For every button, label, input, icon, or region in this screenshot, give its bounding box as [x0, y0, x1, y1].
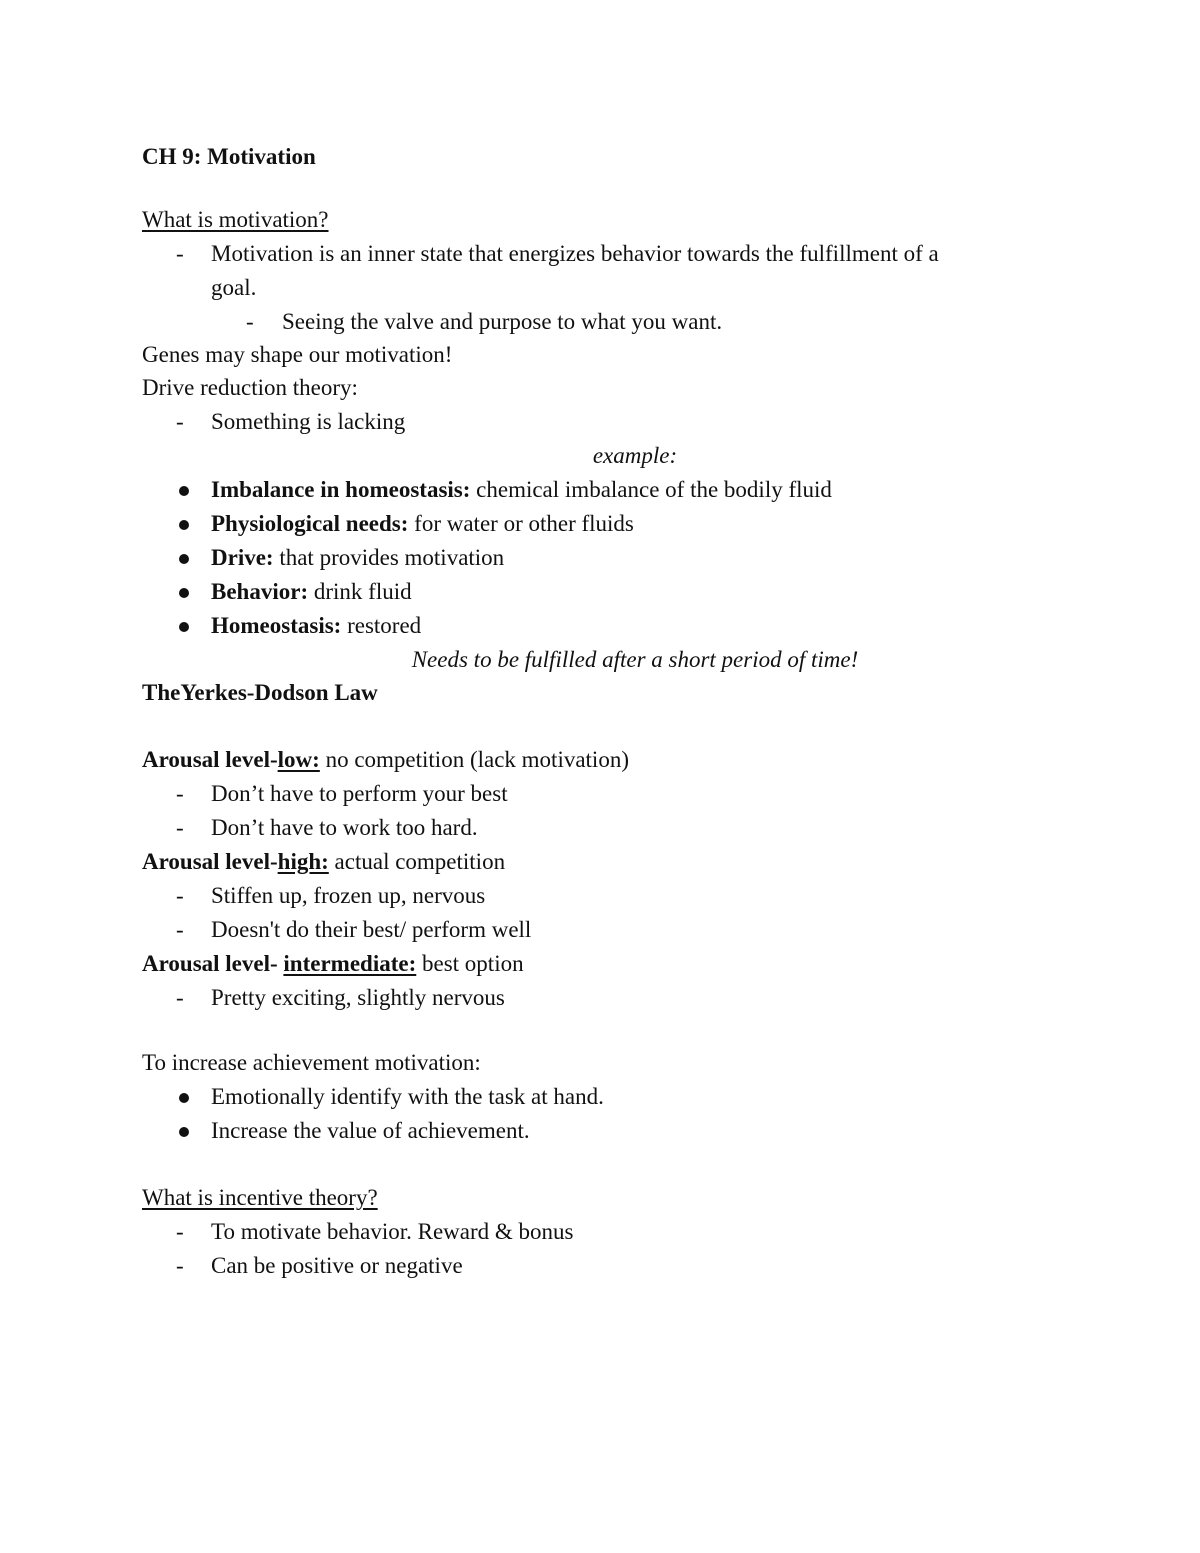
bullet-label: Imbalance in homeostasis: [211, 477, 471, 502]
arousal-level-high: high: [277, 849, 329, 874]
dash-marker: - [176, 241, 184, 266]
low-point: Don’t have to work too hard. [211, 815, 478, 840]
dash-marker: - [176, 1253, 184, 1278]
dash-marker: - [176, 815, 184, 840]
bullet-text: restored [341, 613, 422, 638]
drive-point: Something is lacking [211, 409, 406, 434]
high-point: Doesn't do their best/ perform well [211, 917, 532, 942]
bullet-label: Behavior: [211, 579, 309, 604]
arousal-prefix: Arousal level- [142, 747, 278, 772]
yerkes-dodson-heading: TheYerkes-Dodson Law [142, 680, 378, 705]
list-item [211, 611, 421, 641]
fulfilment-note: Needs to be fulfilled after a short period of time! [411, 647, 859, 672]
dash-marker: - [176, 917, 184, 942]
arousal-desc: best option [416, 951, 524, 976]
intermediate-point: Pretty exciting, slightly nervous [211, 985, 505, 1010]
arousal-low-line [142, 745, 629, 775]
list-item [211, 543, 504, 573]
arousal-desc: actual competition [328, 849, 506, 874]
bullet-icon [179, 486, 189, 496]
genes-note: Genes may shape our motivation! [142, 342, 453, 367]
motivation-definition-line-2: goal. [211, 275, 257, 300]
low-point: Don’t have to perform your best [211, 781, 508, 806]
drive-heading: Drive reduction theory: [142, 375, 358, 400]
list-item [211, 577, 412, 607]
list-item [211, 509, 634, 539]
dash-marker: - [176, 781, 184, 806]
dash-marker: - [246, 309, 254, 334]
bullet-icon [179, 1093, 189, 1103]
incentive-point: Can be positive or negative [211, 1253, 463, 1278]
arousal-desc: no competition (lack motivation) [319, 747, 629, 772]
arousal-intermediate-line [142, 949, 524, 979]
incentive-heading: What is incentive theory? [142, 1185, 378, 1210]
bullet-text: for water or other fluids [408, 511, 634, 536]
motivation-subpoint: Seeing the valve and purpose to what you want. [282, 309, 723, 334]
achievement-item: Increase the value of achievement. [211, 1118, 530, 1143]
arousal-high-line [142, 847, 505, 877]
bullet-label: Drive: [211, 545, 274, 570]
motivation-definition-line-1: Motivation is an inner state that energizes behavior towards the fulfillment of a [211, 241, 939, 266]
bullet-label: Homeostasis: [211, 613, 342, 638]
example-label: example: [592, 443, 678, 468]
dash-marker: - [176, 985, 184, 1010]
dash-marker: - [176, 409, 184, 434]
arousal-prefix: Arousal level- [142, 951, 284, 976]
bullet-icon [179, 622, 189, 632]
bullet-label: Physiological needs: [211, 511, 409, 536]
arousal-level-low: low: [277, 747, 320, 772]
list-item [211, 475, 832, 505]
incentive-point: To motivate behavior. Reward & bonus [211, 1219, 574, 1244]
bullet-text: drink fluid [308, 579, 412, 604]
arousal-prefix: Arousal level- [142, 849, 278, 874]
bullet-text: that provides motivation [273, 545, 505, 570]
achievement-item: Emotionally identify with the task at hand. [211, 1084, 604, 1109]
bullet-icon [179, 588, 189, 598]
dash-marker: - [176, 883, 184, 908]
achievement-heading: To increase achievement motivation: [142, 1050, 481, 1075]
page-title: CH 9: Motivation [142, 144, 316, 169]
bullet-icon [179, 1127, 189, 1137]
dash-marker: - [176, 1219, 184, 1244]
motivation-heading: What is motivation? [142, 207, 329, 232]
bullet-icon [179, 554, 189, 564]
high-point: Stiffen up, frozen up, nervous [211, 883, 486, 908]
arousal-level-intermediate: intermediate: [283, 951, 417, 976]
bullet-text: chemical imbalance of the bodily fluid [470, 477, 832, 502]
bullet-icon [179, 520, 189, 530]
